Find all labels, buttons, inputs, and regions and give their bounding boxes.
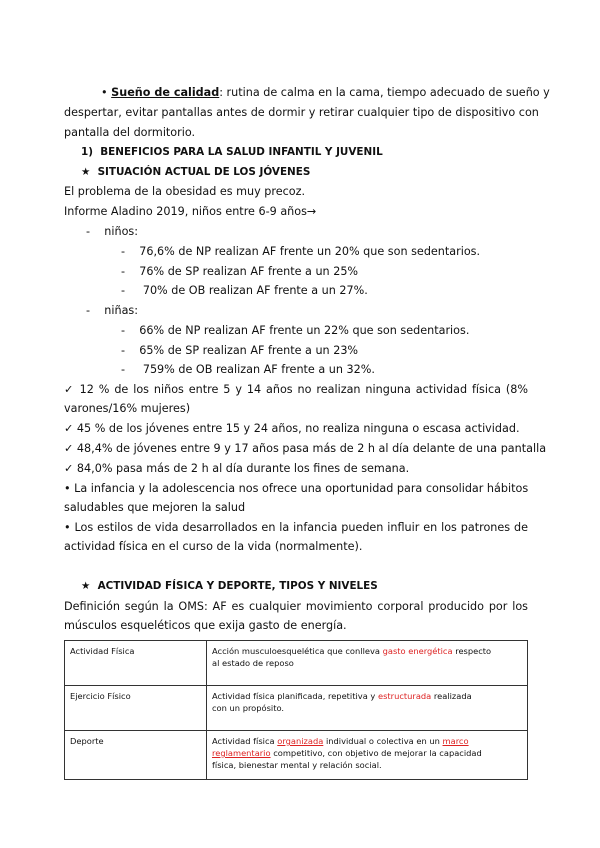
girls-item-text: 759% de OB realizan AF frente a un 32%.: [139, 363, 375, 376]
definition-highlight: estructurada: [377, 691, 432, 701]
fact-3: ✓ 48,4% de jóvenes entre 9 y 17 años pasa más de 2 h al día delante de una pantalla: [64, 442, 547, 455]
definition-highlight: organizada: [277, 736, 324, 746]
definition-text: individual o colectiva en un: [323, 736, 443, 746]
subsection2-heading: [81, 579, 378, 594]
girls-item: - 65% de SP realizan AF frente a un 23%: [121, 344, 359, 357]
table-term: Ejercicio Físico: [65, 686, 207, 731]
boys-item: - 76% de SP realizan AF frente a un 25%: [121, 265, 359, 278]
fact-1-line-1: ✓ 12 % de los niños entre 5 y 14 años no realizan ninguna actividad física (8%: [64, 383, 528, 396]
subsection1-heading: [81, 165, 310, 180]
girls-label-text: niñas:: [104, 304, 139, 317]
obesity-line-2: Informe Aladino 2019, niños entre 6-9 años→: [64, 205, 317, 218]
girls-item-text: 65% de SP realizan AF frente a un 23%: [139, 344, 359, 357]
table-row: [65, 731, 528, 780]
fact-4: ✓ 84,0% pasa más de 2 h al día durante los fines de semana.: [64, 462, 410, 475]
intro-line-3: pantalla del dormitorio.: [64, 126, 196, 139]
table-definition: [207, 641, 528, 686]
table-definition: [207, 731, 528, 780]
boys-item: - 76,6% de NP realizan AF frente un 20% que son sedentarios.: [121, 245, 481, 258]
subsection1-title: SITUACIÓN ACTUAL DE LOS JÓVENES: [97, 166, 311, 178]
section1-title: BENEFICIOS PARA LA SALUD INFANTIL Y JUVENIL: [100, 146, 383, 158]
definition-highlight: marco: [442, 736, 469, 746]
fact-2: ✓ 45 % de los jóvenes entre 15 y 24 años, no realiza ninguna o escasa actividad.: [64, 422, 520, 435]
intro-line-1: [101, 85, 550, 100]
section1-number: 1): [81, 146, 93, 158]
subsection2-title: ACTIVIDAD FÍSICA Y DEPORTE, TIPOS Y NIVELES: [97, 580, 378, 592]
definition-highlight: gasto energética: [382, 646, 453, 656]
definition-text: realizada: [431, 691, 472, 701]
definition-text: respecto: [452, 646, 492, 656]
intro-term: Sueño de calidad: [111, 86, 220, 99]
boys-item: - 70% de OB realizan AF frente a un 27%.: [121, 284, 368, 297]
definition-highlight: reglamentario: [212, 748, 271, 758]
fact-5-line-2: saludables que mejoren la salud: [64, 501, 246, 514]
boys-label: [86, 224, 138, 239]
boys-item-text: 76% de SP realizan AF frente a un 25%: [139, 265, 359, 278]
definition-text: Acción musculoesquelética que conlleva: [212, 646, 383, 656]
fact-6-line-1: • Los estilos de vida desarrollados en la infancia pueden influir en los patrones de: [64, 521, 528, 534]
intro-line-2: despertar, evitar pantallas antes de dormir y retirar cualquier tipo de dispositivo con: [64, 106, 539, 119]
table-row: [65, 641, 528, 686]
fact-6-line-2: actividad física en el curso de la vida (normalmente).: [64, 540, 363, 553]
fact-5-line-1: • La infancia y la adolescencia nos ofrece una oportunidad para consolidar hábitos: [64, 482, 529, 495]
girls-item: - 759% de OB realizan AF frente a un 32%.: [121, 363, 375, 376]
definition-text: competitivo, con objetivo de mejorar la capacidad: [270, 748, 482, 758]
dash: -: [86, 304, 91, 317]
table-row: [65, 686, 528, 731]
boys-item-text: 76,6% de NP realizan AF frente un 20% que son sedentarios.: [139, 245, 481, 258]
definition-line-1: Definición según la OMS: AF es cualquier movimiento corporal producido por los: [64, 600, 528, 613]
boys-item-text: 70% de OB realizan AF frente a un 27%.: [139, 284, 368, 297]
definition-line-2: músculos esqueléticos que exija gasto de energía.: [64, 619, 347, 632]
dash: -: [86, 225, 91, 238]
definition-text: física, bienestar mental y relación social.: [212, 760, 382, 770]
girls-item-text: 66% de NP realizan AF frente un 22% que son sedentarios.: [139, 324, 470, 337]
table-term: Actividad Física: [65, 641, 207, 686]
section1-heading: [81, 145, 383, 160]
definition-text: Actividad física: [212, 736, 278, 746]
table-term: Deporte: [65, 731, 207, 780]
fact-1-line-2: varones/16% mujeres): [64, 402, 191, 415]
girls-item: - 66% de NP realizan AF frente un 22% que son sedentarios.: [121, 324, 470, 337]
definition-text: Actividad física planificada, repetitiva y: [212, 691, 378, 701]
obesity-line-1: El problema de la obesidad es muy precoz.: [64, 185, 306, 198]
intro-bullet: •: [101, 86, 108, 99]
table-definition: [207, 686, 528, 731]
star-icon: ★: [81, 580, 91, 592]
definition-text: con un propósito.: [212, 703, 285, 713]
intro-line1-rest: : rutina de calma en la cama, tiempo adecuado de sueño y: [219, 86, 550, 99]
definitions-table: [64, 640, 528, 780]
star-icon: ★: [81, 166, 91, 178]
girls-label: [86, 303, 138, 318]
boys-label-text: niños:: [104, 225, 139, 238]
definition-text: al estado de reposo: [212, 658, 294, 668]
